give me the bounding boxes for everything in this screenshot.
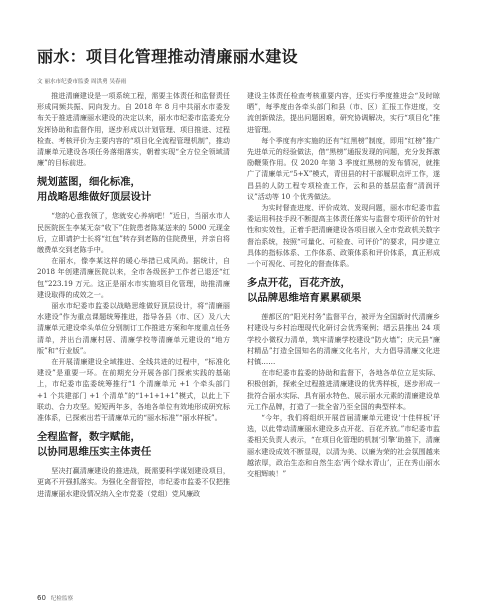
section-1-paragraph: 在丽水，像李某这样的暖心举措已成风尚。据统计，自 2018 年创建清廉医院以来，全市各级医护工作者已退还“红包”223.19 万元。这正是丽水市实施项目化管理，助推清廉建设取得的成效之一。 bbox=[37, 256, 230, 299]
section-3-paragraph: “今年，我们将组织开展首届清廉单元建设‘十佳样板’评选，以此带动清廉丽水建设多点开花、百花齐放。”市纪委市监委相关负责人表示，“在项目化管理的机制‘引擎’助推下，清廉丽水建设成效不断显现，以清为美、以廉为荣的社会氛围越来越浓厚，政治生态和自然生态‘两个绿水青山’，正在秀山丽水交相辉映！” bbox=[247, 413, 440, 479]
intro-paragraph: 推进清廉建设是一项系统工程，需要主体责任和监督责任形成同频共振、同向发力。自 2018 年 8 月中共丽水市委发布关于推进清廉丽水建设的决定以来，丽水市纪委市监委充分发挥协助和监督作用，逐步形成以计划管理、项目推进、过程检查、考核评价为主要内容的“项目化全流程管理机制”，推动清廉单元建设各项任务落细落实，朝着实现“全方位全领域清廉”的目标前进。 bbox=[37, 91, 230, 168]
section-3-heading bbox=[247, 276, 440, 306]
section-1-heading-line-1: 规划蓝图，细化标准， bbox=[37, 176, 141, 189]
section-1-heading-line-2: 用战略思维做好顶层设计 bbox=[37, 191, 152, 204]
section-2-paragraph-continued: 建设主体责任检查考核重要内容，还实行季度推进会“及时晾晒”，每季度由各牵头部门和县（市、区）汇报工作进度，交流创新做法，提出问题困难，研究协调解决，实行“项目化”推进管理。 bbox=[247, 91, 440, 134]
section-2-paragraph: 为实时督查进度、评价成效、发现问题，丽水市纪委市监委运用科技手段不断提高主体责任落实与监督专项评价的针对性和实效性，正着手把清廉建设各项目嵌入全市党政机关数字督治系统，按照“可量化、可检查、可评价”的要求，同步建立具体的指标体系、工作体系、政策体系和评价体系，真正形成一个可视化、可控化的督查体系。 bbox=[247, 203, 440, 269]
article-byline: 文 丽水市纪委市监委 周洪勇 吴春雨 bbox=[37, 79, 127, 85]
section-3-paragraph: 莲都区的“阳光村务”监督平台，被评为全国新时代清廉乡村建设与乡村治理现代化研讨会优秀案例；缙云县推出 24 项学校小微权力清单，筑牢清廉学校建设“防火墙”；庆元县“廉村精品”打造全国知名的清廉文化名片，大力倡导清廉文化进村镇…… bbox=[247, 312, 440, 367]
left-column bbox=[37, 90, 230, 590]
page-number: 60 bbox=[37, 594, 46, 602]
publication-name: 纪检监察 bbox=[50, 596, 74, 602]
section-3-heading-line-2: 以品牌思维培育累累硕果 bbox=[247, 292, 362, 305]
right-column bbox=[247, 90, 440, 590]
section-2-heading-line-1: 全程监督，数字赋能， bbox=[37, 431, 141, 444]
section-1-paragraph: 丽水市纪委市监委以战略思维做好顶层设计，将“清廉丽水建设”作为重点课题统筹推进，指导各县（市、区）及八大清廉单元建设牵头单位分别制订工作推进方案和年度重点任务清单，并出台清廉村居、清廉学校等清廉单元建设的“地方版”和“行业版”。 bbox=[37, 301, 230, 355]
section-1-heading bbox=[37, 175, 230, 205]
section-2-heading bbox=[37, 430, 230, 460]
page-footer bbox=[37, 594, 73, 602]
article-title: 丽水：项目化管理推动清廉丽水建设 bbox=[37, 47, 298, 66]
section-2-paragraph: 每个季度有序实施的还有“红黑榜”制度，即用“红榜”推广先进单元的经验做法，借“黑榜”通报发现的问题，充分发挥激励鞭策作用。仅 2020 年第 3 季度红黑榜的发布情况，就推广了清廉单元“5+X”模式，青田县的村干部履职点评工作，遂昌县的人防工程专项检查工作，云和县的基层监督“清润评议”活动等 10 个优秀做法。 bbox=[247, 135, 440, 201]
section-2-paragraph: 坚决打赢清廉建设的推进战，既需要科学谋划建设项目，更离不开强抓落实。为强化全督管控，市纪委市监委不仅把推进清廉丽水建设情况纳入全市党委（党组）党风廉政 bbox=[37, 466, 230, 498]
section-3-paragraph: 在市纪委市监委的协助和监督下，各地各单位立足实际、积极创新，探索全过程推进清廉建设的优秀样板，逐步形成一批符合丽水实际、具有丽水特色、展示丽水元素的清廉建设单元工作品牌，打造了一批全省乃至全国的典型样本。 bbox=[247, 368, 440, 411]
section-1-paragraph: 在开展清廉建设全域推进、全线共进的过程中，“标准化建设”是重要一环。在前期充分开展各部门探索实践的基础上，市纪委市监委统筹推行“1 个清廉单元 +1 个牵头部门 +1 个共建部门 +1 个清单”的“1+1+1+1”模式，以此上下联动、合力攻坚。短短两年多，各地各单位有效地形成研究标准体系，已探索出若干清廉单元的“丽水标准”“丽水样板”。 bbox=[37, 357, 230, 423]
section-3-heading-line-1: 多点开花，百花齐放， bbox=[247, 277, 351, 290]
section-1-paragraph: “您的心意我领了，您就安心养病吧！”近日，当丽水市人民医院医生李某无奈“收下”住院患者陈某送来的 5000 元现金后，立即请护士长将“红包”转存到老陈的住院费里，并亲自将缴费单交到老陈手中。 bbox=[37, 211, 230, 255]
section-2-heading-line-2: 以协同思维压实主体责任 bbox=[37, 446, 152, 459]
